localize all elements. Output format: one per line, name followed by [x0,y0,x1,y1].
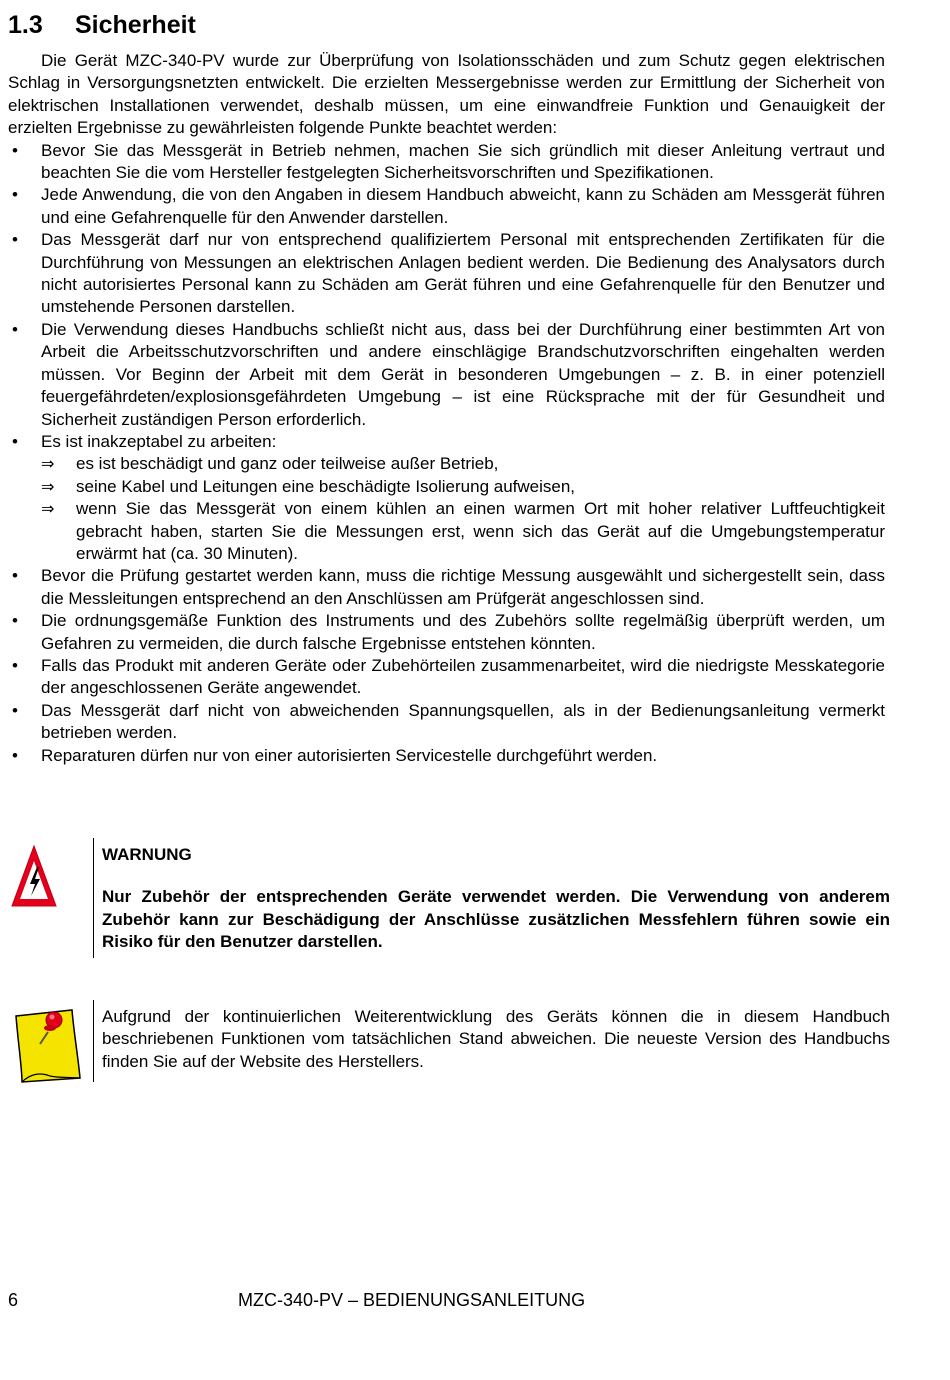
section-title: Sicherheit [75,11,196,39]
footer-title: MZC-340-PV – BEDIENUNGSANLEITUNG [238,1290,586,1310]
bullet-icon: • [12,140,18,160]
list-item: • Die ordnungsgemäße Funktion des Instruments und des Zubehörs sollte regelmäßig überprüft werden, um Gefahren zu vermeiden, die durch falsche Ergebnisse entstehen könnten. [8,610,885,655]
sub-list-item: ⇒ wenn Sie das Messgerät von einem kühlen an einen warmen Ort mit hoher relativer Luftfeuchtigkeit gebracht haben, starten Sie die Messungen erst, wenn sich das Gerät auf die Umgebungstemperatur erwärmt hat (ca. 30 Minuten). [41,499,885,563]
list-item: • Es ist inakzeptabel zu arbeiten: ⇒ es ist beschädigt und ganz oder teilweise außer Betrieb, ⇒ seine Kabel und Leitungen eine beschädigte Isolierung aufweisen, ⇒ wenn Sie das Messgerät von einem kühlen an einen warmen Ort mit hoher relativer Luftfeuchtigkeit gebracht haben, starten Sie die Messungen erst, wenn sich das Gerät auf die Umgebungstemperatur erwärmt hat (ca. 30 Minuten). [8,431,885,565]
bullet-icon: • [12,230,18,250]
list-item: • Bevor die Prüfung gestartet werden kann, muss die richtige Messung ausgewählt und sichergestellt sein, dass die Messleitungen entsprechend an den Anschlüssen am Prüfgerät angeschlossen sind. [8,565,885,610]
section-heading [8,8,196,42]
arrow-right-icon: ⇒ [41,499,55,519]
bullet-icon: • [12,655,18,675]
section-number: 1.3 [8,11,43,39]
high-voltage-warning-icon [10,843,58,910]
intro-paragraph: Die Gerät MZC-340-PV wurde zur Überprüfung von Isolationsschäden und zum Schutz gegen elektrischen Schlag in Versorgungsnetzten entwickelt. Die erzielten Messergebnisse werden zur Ermittlung der Sicherheit von elektrischen Installationen verwendet, deshalb müssen, um eine einwandfreie Funktion und Genauigkeit der erzielten Ergebnisse zu gewährleisten folgende Punkte beachtet werden: [8,51,885,138]
arrow-right-icon: ⇒ [41,476,55,496]
bullet-icon: • [12,431,18,451]
list-item: • Jede Anwendung, die von den Angaben in diesem Handbuch abweicht, kann zu Schäden am Messgerät führen und eine Gefahrenquelle für den Anwender darstellen. [8,184,885,229]
bullet-icon: • [12,745,18,765]
list-item: • Reparaturen dürfen nur von einer autorisierten Servicestelle durchgeführt werden. [8,745,885,767]
bullet-icon: • [12,611,18,631]
bullet-icon: • [12,566,18,586]
sub-list-item: ⇒ seine Kabel und Leitungen eine beschädigte Isolierung aufweisen, [41,476,885,498]
warning-text: Nur Zubehör der entsprechenden Geräte verwendet werden. Die Verwendung von anderem Zubehör kann zur Beschädigung der Anschlüsse zusätzlichen Messfehlern führen sowie ein Risiko für den Benutzer darstellen. [102,887,890,952]
page-number: 6 [8,1290,19,1310]
arrow-right-icon: ⇒ [41,454,55,474]
warning-box [93,838,890,958]
bullet-icon: • [12,700,18,720]
warning-title: WARNUNG [102,845,192,864]
pinned-note-icon [10,998,86,1084]
info-note-text: Aufgrund der kontinuierlichen Weiterentwicklung des Geräts können die in diesem Handbuch beschriebenen Funktionen vom tatsächlichen Stand abweichen. Die neueste Version des Handbuchs finden Sie auf der Website des Herstellers. [102,1007,890,1071]
safety-list [8,140,885,767]
info-note-box [93,1000,890,1082]
sub-list-item: ⇒ es ist beschädigt und ganz oder teilweise außer Betrieb, [41,453,885,475]
section-body [8,50,885,767]
list-item: • Falls das Produkt mit anderen Geräte oder Zubehörteilen zusammenarbeitet, wird die niedrigste Messkategorie der angeschlossenen Geräte angewendet. [8,655,885,700]
list-item: • Die Verwendung dieses Handbuchs schließt nicht aus, dass bei der Durchführung einer bestimmten Art von Arbeit die Arbeitsschutzvorschriften und andere einschlägige Brandschutzvorschriften eingehalten werden müssen. Vor Beginn der Arbeit mit dem Gerät in besonderen Umgebungen – z. B. in einer potenziell feuergefährdeten/explosionsgefährdeten Umgebung – ist eine Rücksprache mit der für Gesundheit und Sicherheit zuständigen Person erforderlich. [8,319,885,431]
bullet-icon: • [12,185,18,205]
list-item: • Bevor Sie das Messgerät in Betrieb nehmen, machen Sie sich gründlich mit dieser Anleitung vertraut und beachten Sie die vom Hersteller festgelegten Sicherheitsvorschriften und Spezifikationen. [8,140,885,185]
sub-list [41,453,885,565]
list-item: • Das Messgerät darf nicht von abweichenden Spannungsquellen, als in der Bedienungsanleitung vermerkt betrieben werden. [8,700,885,745]
list-item: • Das Messgerät darf nur von entsprechend qualifiziertem Personal mit entsprechenden Zertifikaten für die Durchführung von Messungen an elektrischen Anlagen bedient werden. Die Bedienung des Analysators durch nicht autorisiertes Personal kann zu Schäden am Gerät führen und eine Gefahrenquelle für den Benutzer und umstehende Personen darstellen. [8,229,885,319]
bullet-icon: • [12,319,18,339]
